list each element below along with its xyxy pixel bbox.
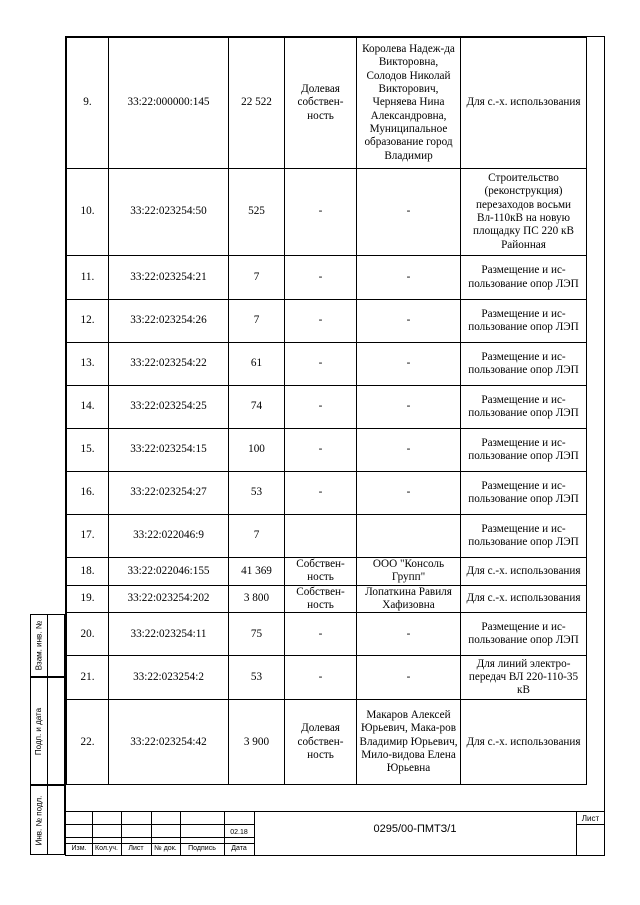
right-type-cell: - [285,386,357,429]
area-cell: 525 [229,169,285,256]
land-use-cell: Размещение и ис-пользование опор ЛЭП [461,515,587,558]
cadastral-number-cell: 33:22:000000:145 [109,38,229,169]
owner-cell: - [357,343,461,386]
row-number-cell: 21. [67,656,109,700]
row-number-cell: 18. [67,558,109,586]
owner-cell: - [357,169,461,256]
row-number-cell: 17. [67,515,109,558]
table-row [67,343,587,386]
area-cell: 61 [229,343,285,386]
land-use-cell: Размещение и ис-пользование опор ЛЭП [461,300,587,343]
title-date-value: 02.18 [230,829,248,836]
area-cell: 41 369 [229,558,285,586]
table-row [67,472,587,515]
side-label-inv-replace: Взам. инв. № [34,620,43,671]
right-type-cell: Долевая собствен-ность [285,700,357,785]
right-type-cell: - [285,613,357,656]
area-cell: 53 [229,472,285,515]
header-date: Дата [231,845,247,852]
area-cell: 3 800 [229,585,285,613]
side-label-sign-date: Подп. и дата [34,707,43,755]
table-row [67,613,587,656]
right-type-cell: - [285,472,357,515]
land-use-cell: Для с.-х. использования [461,558,587,586]
row-number-cell: 11. [67,256,109,300]
side-label-inv-orig: Инв. № подл. [34,795,43,845]
cadastral-number-cell: 33:22:023254:21 [109,256,229,300]
row-number-cell: 13. [67,343,109,386]
area-cell: 75 [229,613,285,656]
table-row [67,256,587,300]
cadastral-number-cell: 33:22:023254:26 [109,300,229,343]
header-signature: Подпись [188,845,216,852]
land-use-cell: Размещение и ис-пользование опор ЛЭП [461,472,587,515]
cadastral-number-cell: 33:22:023254:25 [109,386,229,429]
table-row [67,429,587,472]
row-number-cell: 20. [67,613,109,656]
area-cell: 7 [229,515,285,558]
land-use-cell: Строительство (реконструкция) перезаходов восьми Вл-110кВ на новую площадку ПС 220 кВ Районная [461,169,587,256]
land-use-cell: Размещение и ис-пользование опор ЛЭП [461,256,587,300]
cadastral-number-cell: 33:22:023254:27 [109,472,229,515]
table-row [67,38,587,169]
right-type-cell: Собствен-ность [285,558,357,586]
row-number-cell: 12. [67,300,109,343]
row-number-cell: 15. [67,429,109,472]
sheet-label: Лист [581,814,600,823]
header-list: Лист [128,845,144,852]
row-number-cell: 14. [67,386,109,429]
land-use-cell: Для с.-х. использования [461,585,587,613]
right-type-cell: - [285,656,357,700]
owner-cell: - [357,300,461,343]
area-cell: 100 [229,429,285,472]
row-number-cell: 19. [67,585,109,613]
owner-cell: - [357,656,461,700]
header-kol-uch: Кол.уч. [95,845,118,852]
right-type-cell: - [285,429,357,472]
land-use-cell: Для с.-х. использования [461,700,587,785]
header-doc-no: № док. [154,845,177,852]
row-number-cell: 10. [67,169,109,256]
area-cell: 74 [229,386,285,429]
owner-cell: - [357,429,461,472]
area-cell: 53 [229,656,285,700]
owner-cell: Макаров Алексей Юрьевич, Мака-ров Владимир Юрьевич, Мило-видова Елена Юрьевна [357,700,461,785]
table-row [67,700,587,785]
owner-cell [357,515,461,558]
land-use-cell: Размещение и ис-пользование опор ЛЭП [461,429,587,472]
right-type-cell: - [285,300,357,343]
area-cell: 7 [229,300,285,343]
row-number-cell: 16. [67,472,109,515]
land-use-cell: Размещение и ис-пользование опор ЛЭП [461,343,587,386]
land-use-cell: Для линий электро-передач ВЛ 220-110-35 кВ [461,656,587,700]
table-row [67,558,587,586]
table-row [67,386,587,429]
owner-cell: - [357,386,461,429]
owner-cell: Лопаткина Равиля Хафизовна [357,585,461,613]
cadastral-number-cell: 33:22:023254:50 [109,169,229,256]
table-row [67,169,587,256]
cadastral-number-cell: 33:22:023254:15 [109,429,229,472]
cadastral-number-cell: 33:22:022046:9 [109,515,229,558]
row-number-cell: 22. [67,700,109,785]
area-cell: 3 900 [229,700,285,785]
area-cell: 7 [229,256,285,300]
land-use-cell: Размещение и ис-пользование опор ЛЭП [461,613,587,656]
owner-cell: - [357,256,461,300]
owner-cell: - [357,472,461,515]
right-type-cell [285,515,357,558]
cadastral-number-cell: 33:22:023254:42 [109,700,229,785]
cadastral-number-cell: 33:22:023254:2 [109,656,229,700]
land-use-cell: Размещение и ис-пользование опор ЛЭП [461,386,587,429]
header-izm: Изм. [71,845,87,852]
cadastral-number-cell: 33:22:023254:11 [109,613,229,656]
area-cell: 22 522 [229,38,285,169]
owner-cell: ООО "Консоль Групп" [357,558,461,586]
cadastral-number-cell: 33:22:023254:22 [109,343,229,386]
cadastral-number-cell: 33:22:022046:155 [109,558,229,586]
cadastral-number-cell: 33:22:023254:202 [109,585,229,613]
right-type-cell: - [285,169,357,256]
table-row [67,300,587,343]
land-plots-table [66,37,587,785]
right-type-cell: - [285,256,357,300]
table-row [67,585,587,613]
row-number-cell: 9. [67,38,109,169]
right-type-cell: Собствен-ность [285,585,357,613]
table-row [67,515,587,558]
owner-cell: - [357,613,461,656]
owner-cell: Королева Надеж-да Викторовна, Солодов Николай Викторович, Черняева Нина Александровна, Муниципальное образование город Владимир [357,38,461,169]
land-use-cell: Для с.-х. использования [461,38,587,169]
document-number: 0295/00-ПМТЗ/1 [373,823,457,835]
table-row [67,656,587,700]
right-type-cell: - [285,343,357,386]
right-type-cell: Долевая собствен-ность [285,38,357,169]
